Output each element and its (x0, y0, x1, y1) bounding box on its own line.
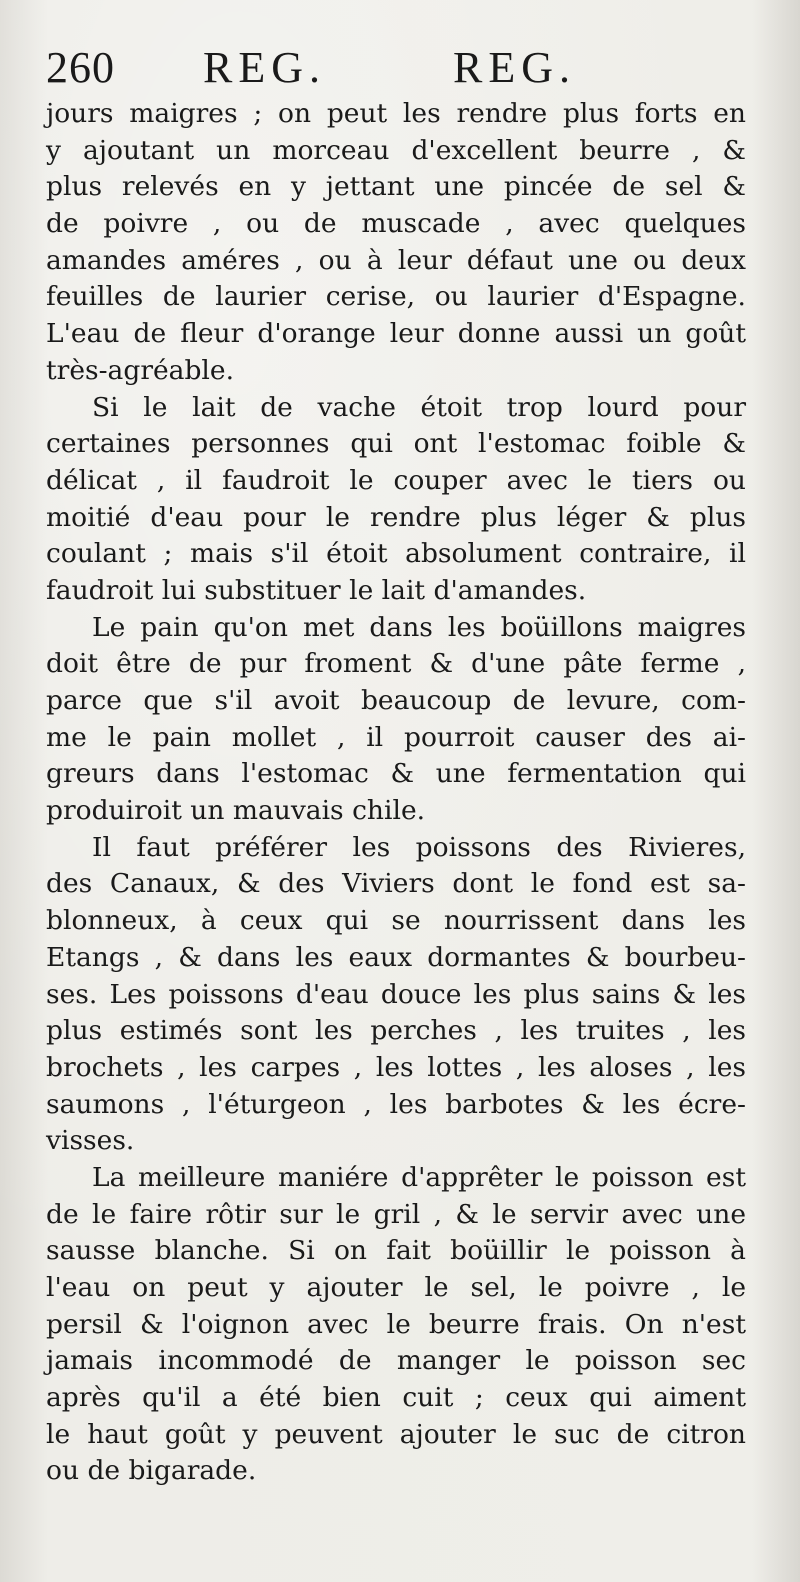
body-text (46, 96, 746, 1490)
text-line: jamais incommodé de manger le poisson sec (46, 1345, 746, 1377)
text-line: Etangs , & dans les eaux dormantes & bourbeu- (46, 941, 746, 973)
text-line: parce que s'il avoit beaucoup de levure, com- (46, 685, 746, 716)
running-head (46, 40, 746, 96)
running-head-right: REG. (453, 43, 576, 92)
text-line: de poivre , ou de muscade , avec quelques (46, 208, 746, 240)
text-line: Le pain qu'on met dans les boüillons maigres (92, 611, 746, 643)
text-line: très-agréable. (46, 354, 235, 386)
text-line: sausse blanche. Si on fait boüillir le poisson à (46, 1235, 746, 1267)
text-line: plus relevés en y jettant une pincée de sel & (46, 171, 746, 203)
text-line: persil & l'oignon avec le beurre frais. On n'est (46, 1308, 746, 1340)
text-line: délicat , il faudroit le couper avec le tiers ou (46, 464, 746, 496)
text-line: doit être de pur froment & d'une pâte ferme , (46, 648, 746, 680)
text-line: produiroit un mauvais chile. (46, 795, 426, 827)
running-head-left: REG. (203, 43, 326, 92)
text-line: des Canaux, & des Viviers dont le fond est sa- (46, 868, 746, 900)
text-line: blonneux, à ceux qui se nourrissent dans les (46, 905, 746, 937)
text-line: Il faut préférer les poissons des Rivieres, (92, 831, 746, 863)
text-line: brochets , les carpes , les lottes , les aloses , les (46, 1051, 746, 1083)
text-line: ses. Les poissons d'eau douce les plus sains & les (46, 978, 746, 1010)
text-line: certaines personnes qui ont l'estomac foible & (46, 428, 746, 460)
text-line: y ajoutant un morceau d'excellent beurre , & (46, 134, 746, 166)
text-line: feuilles de laurier cerise, ou laurier d'Espagne. (46, 281, 746, 313)
text-line: coulant ; mais s'il étoit absolument contraire, il (46, 538, 746, 570)
text-line: plus estimés sont les perches , les truites , les (46, 1015, 746, 1047)
text-line: faudroit lui substituer le lait d'amandes. (46, 574, 587, 606)
text-line: La meilleure maniére d'apprêter le poisson est (92, 1161, 746, 1193)
text-line: L'eau de fleur d'orange leur donne aussi un goût (46, 318, 746, 350)
text-line: le haut goût y peuvent ajouter le suc de citron (46, 1418, 746, 1450)
text-line: ou de bigarade. (46, 1455, 257, 1487)
text-line: après qu'il a été bien cuit ; ceux qui aiment (46, 1382, 746, 1414)
text-line: de le faire rôtir sur le gril , & le servir avec une (46, 1198, 746, 1230)
page-number: 260 (46, 43, 115, 92)
text-line: greurs dans l'estomac & une fermentation qui (46, 758, 746, 790)
text-line: moitié d'eau pour le rendre plus léger & plus (46, 501, 746, 533)
text-line: Si le lait de vache étoit trop lourd pour (92, 391, 746, 423)
text-line: l'eau on peut y ajouter le sel, le poivre , le (46, 1272, 746, 1303)
text-line: jours maigres ; on peut les rendre plus forts en (46, 98, 746, 129)
text-line: visses. (46, 1125, 135, 1157)
text-line: amandes améres , ou à leur défaut une ou deux (46, 244, 746, 276)
text-line: me le pain mollet , il pourroit causer des ai- (46, 721, 746, 753)
text-line: saumons , l'éturgeon , les barbotes & les écre- (46, 1088, 746, 1120)
